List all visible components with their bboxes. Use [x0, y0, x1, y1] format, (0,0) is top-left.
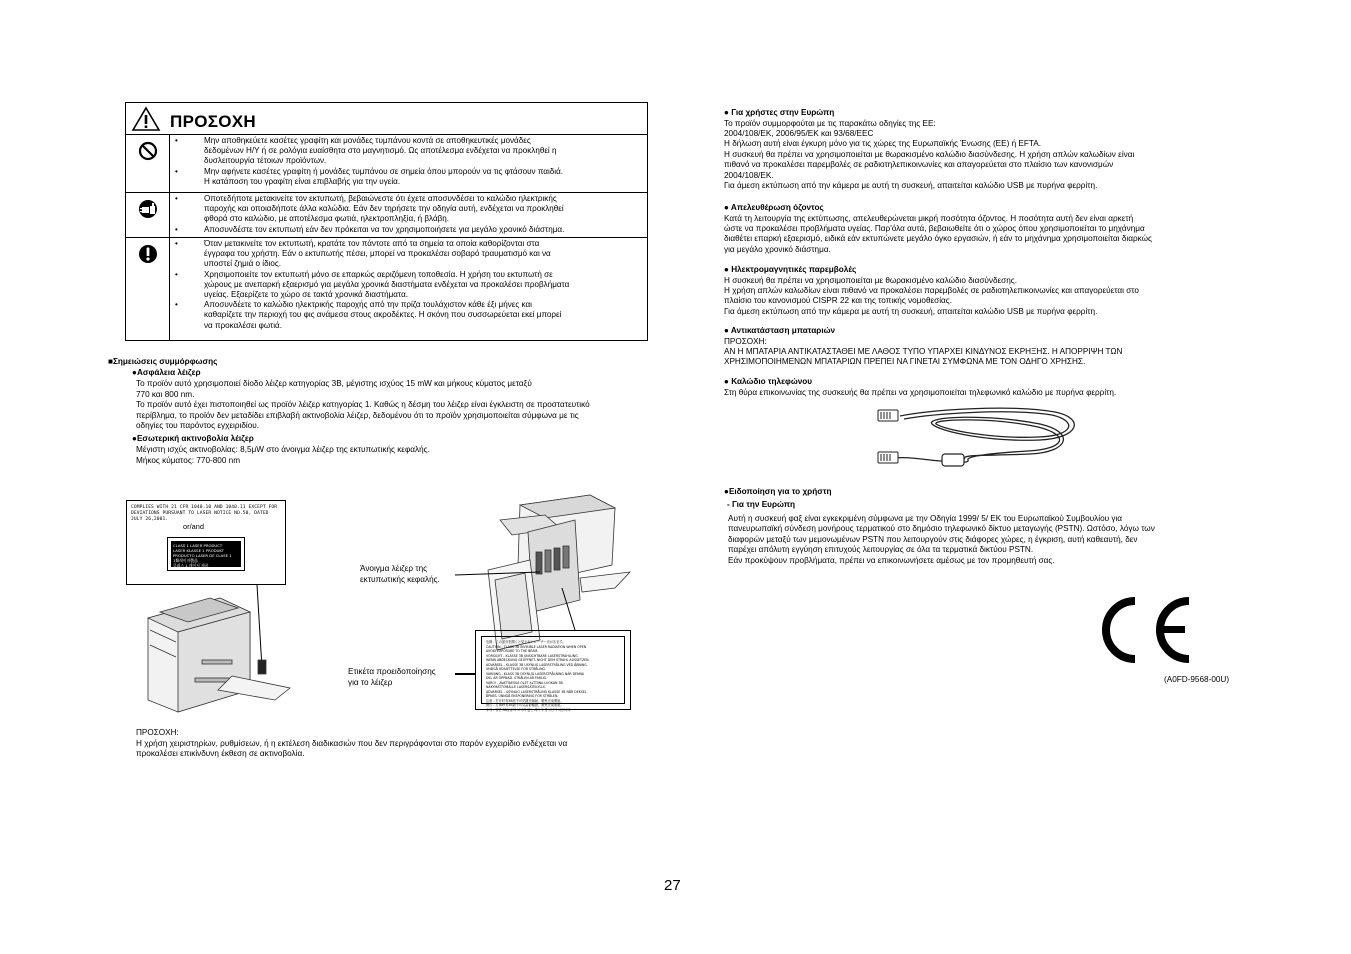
europe-title: ● Για χρήστες στην Ευρώπη	[724, 108, 835, 117]
open-printer-icon	[488, 495, 630, 650]
page-number: 27	[664, 877, 681, 894]
caution-item: • Οποτεδήποτε μετακινείτε τον εκτυπωτή, βεβαιώνεστε ότι έχετε αποσυνδέσει το καλώδιο ηλεκτρικής παροχής και οποιαδήποτε άλλα καλώδια. Εάν δεν τηρήσετε την οδηγία αυτή, ενδέχεται να προκληθεί φθορά στο καλώδιο, με αποτέλεσμα φωτιά, ηλεκτροπληξία, ή βλάβη.	[204, 194, 641, 225]
phone-cable-icon	[870, 402, 1090, 482]
right-column	[724, 108, 1244, 191]
caution-item: • Μην αποθηκεύετε κασέτες γραφίτη και μονάδες τυμπάνου κοντά σε αποθηκευτικές μονάδες δεδομένων Η/Υ ή σε ρολόγια ευαίσθητα στο μαγνητισμό. Ως αποτέλεσμα ενδέχεται να προκληθεί η δυσλειτουργία τέτοιων προϊόντων.	[204, 136, 641, 167]
compliance-heading: ■Σημειώσεις συμμόρφωσης	[108, 357, 218, 366]
laser-safety-title: ●Ασφάλεια λέιζερ	[132, 368, 201, 377]
label-or-and: or/and	[183, 522, 204, 531]
emi-title: ● Ηλεκτρομαγνητικές παρεμβολές	[724, 265, 857, 274]
europe-text: Το προϊόν συμμορφούται με τις παρακάτω οδηγίες της ΕΕ: 2004/108/ΕΚ, 2006/95/ΕΚ και 93/68/EEC Η δήλωση αυτή είναι έγκυρη μόνο για τις χώρες της Ευρωπαϊκής Ένωσης (ΕΕ) ή EFTA. Η συσκευή θα πρέπει να χρησιμοποιείται με θωρακισμένο καλώδιο διασύνδεσης. Η χρήση απλών καλωδίων είναι πιθανό να προκαλέσει παρεμβολές σε ραδιοτηλεπικοινωνίες και απαγορεύεται στο πλαίσιο των κανονισμών 2004/108/ΕΚ. Για άμεση εκτύπωση από την κάμερα με αυτή τη συσκευή, απαιτείται καλώδιο USB με πυρήνα φερρίτη.	[724, 118, 1135, 191]
caution-item: • Όταν μετακινείτε τον εκτυπωτή, κρατάτε τον πάντοτε από τα σημεία τα οποία καθορίζονται στα έγγραφα του χρήστη. Εάν ο εκτυπωτής πέσει, μπορεί να προκαλέσει σοβαρό τραυματισμό και να υποστεί ζημιά ο ίδιος.	[204, 239, 641, 270]
caution-item: • Μην αφήνετε κασέτες γραφίτη ή μονάδες τυμπάνου σε σημεία όπου μπορούν να τις φτάσουν παιδιά. Η κατάποση του γραφίτη είναι επιβλαβής για την υγεία.	[204, 167, 641, 187]
laser-warning-label: 危険 - この部分を開くと見えないレーザー光が出ます。 CAUTION - CLASS 3B INVISIBLE LASER RADIATION WHEN OPEN AVOID EXPOSURE TO THE BEAM. VORSICHT - KLASSE 3B UNSICHTBARE LASERSTRAHLUNG WENN ABDECKUNG GEÖFFNET. NICHT DEM STRAHL AUSSETZEN. ADVARSEL - KLASSE 3B USYNLIG LASERSTRÅLING VED ÅBNING. UNDGÅ UDSÆTTELSE FOR STRÅLING. VARNING - KLASS 3B OSYNLIG LASERSTRÅLNING NÄR DENNA DEL ÄR ÖPPNAD. STRÅLEN ÄR FARLIG. VARO! - AVATTAESSA OLET ALTTIINA LUOKAN 3B NÄKYMÄTTÖMÄLLE LASERSÄTEILYLLE. ADVARSEL - USYNLIG LASERSTRÅLING KLASSE 3B NÅR DEKSEL ÅPNES. UNNGÅ EKSPONERING FOR STRÅLEN. 注意 - 打开时有3B类不可见激光辐射，避免光束照射。 警告 - 打開時有3B類不可見雷射輻射，避免光束照射。 주의 - 열면 3B등급의 보이지 않는 레이저 방사선이 나옵니다.	[475, 630, 631, 710]
caution-item: • Αποσυνδέστε τον εκτυπωτή εάν δεν πρόκειται να τον χρησιμοποιήσετε για μεγάλο χρονικό διάστημα.	[204, 225, 641, 235]
notice-subtitle: - Για την Ευρώπη	[727, 500, 795, 509]
document-code: (A0FD-9568-00U)	[1164, 675, 1230, 684]
internal-radiation-title: ●Εσωτερική ακτινοβολία λέιζερ	[132, 434, 254, 443]
ozone-text: Κατά τη λειτουργία της εκτύπωσης, απελευθερώνεται μικρή ποσότητα όζοντος. Η ποσότητα αυτή δεν είναι αρκετή ώστε να προκαλέσει προβλήματα υγείας. Παρ'όλα αυτά, βεβαιωθείτε ότι ο χώρος όπου χρησιμοποιείται το μηχάνημα διαθέτει επαρκή εξαερισμό, ειδικά εάν εκτυπώνετε μεγάλο όγκο εργασιών, ή εάν το μηχάνημα χρησιμοποιείται διαρκώς για μεγάλο χρονικό διάστημα.	[724, 213, 1152, 254]
laser-opening-callout: Άνοιγμα λέιζερ της εκτυπωτικής κεφαλής.	[360, 564, 440, 584]
caution-item: • Χρησιμοποιείτε τον εκτυπωτή μόνο σε επαρκώς αεριζόμενη τοποθεσία. Η χρήση του εκτυπωτή σε χώρους με ανεπαρκή εξαερισμό για μεγάλα χρονικά διαστήματα ενδέχεται να προκαλέσει προβλήματα υγείας. Εξαερίζετε το χώρο σε τακτά χρονικά διαστήματα.	[204, 270, 641, 301]
caution-item: • Αποσυνδέετε το καλώδιο ηλεκτρικής παροχής από την πρίζα τουλάχιστον κάθε έξι μήνες και καθαρίζετε την περιοχή του φις ανάμεσα στους ακροδέκτες. Η σκόνη που συσσωρεύεται εκεί μπορεί να προκαλέσει φωτιά.	[204, 300, 641, 331]
phone-text: Στη θύρα επικοινωνίας της συσκευής θα πρέπει να χρησιμοποιείται τηλεφωνικό καλώδιο με πυρήνα φερρίτη.	[724, 387, 1117, 397]
class1-label: CLASS 1 LASER PRODUCT LASER KLASSE 1 PRODUKT PRODUCTO LASER DE CLASE 1 1類레이저製品 클래스 1 레이저 제품	[167, 537, 245, 571]
notice-title: ●Ειδοποίηση για το χρήστη	[724, 487, 832, 496]
notice-text: Αυτή η συσκευή φαξ είναι εγκεκριμένη σύμφωνα με την Οδηγία 1999/ 5/ ΕΚ του Ευρωπαϊκού Συμβουλίου για πανευρωπαϊκή σύνδεση μονήρους τερματικού στο δημόσιο τηλεφωνικό δίκτυο μεταγωγής (PSTN). Ωστόσο, λόγω των διαφορών μεταξύ των μεμονωμένων PSTN που λειτουργούν στις διάφορες χώρες, η έγκριση, αυτή καθεαυτή, δεν παρέχει απόλυτη εγγύηση επιτυχούς λειτουργίας σε όλα τα τερματικά δικτύου PSTN. Εάν προκύψουν προβλήματα, πρέπει να επικοινωνήσετε αμέσως με τον προμηθευτή σας.	[728, 514, 1155, 565]
footer-caution: ΠΡΟΣΟΧΗ: Η χρήση χειριστηρίων, ρυθμίσεων, ή η εκτέλεση διαδικασιών που δεν περιγράφονται στο παρόν εγχειρίδιο ενδέχεται να προκαλέσει επικίνδυνη έκθεση σε ακτινοβολία.	[136, 728, 568, 759]
battery-title: ● Αντικατάσταση μπαταριών	[724, 326, 836, 335]
ozone-title: ● Απελευθέρωση όζοντος	[724, 203, 824, 212]
caution-title: ΠΡΟΣΟΧΗ	[170, 112, 256, 131]
warning-label-callout: Ετικέτα προειδοποίησης για το λέιζερ	[348, 667, 436, 687]
emi-text: Η συσκευή θα πρέπει να χρησιμοποιείται με θωρακισμένο καλώδιο διασύνδεσης. Η χρήση απλών καλωδίων είναι πιθανό να προκαλέσει παρεμβολές σε ραδιοτηλεπικοινωνίες και απαγορεύεται στο πλαίσιο του κανονισμού CISPR 22 και της τοπικής νομοθεσίας. Για άμεση εκτύπωση από την κάμερα με αυτή τη συσκευή, απαιτείται καλώδιο USB με πυρήνα φερρίτη.	[724, 275, 1139, 316]
phone-title: ● Καλώδιο τηλεφώνου	[724, 377, 813, 386]
laser-product-label: COMPLIES WITH 21 CFR 1040.10 AND 1040.11 EXCEPT FOR DEVIATIONS PURSUANT TO LASER NOTICE NO.50, DATED JULY 26,2001. or/and CLASS 1 LASER PRODUCT LASER KLASSE 1 PRODUKT PRODUCTO LASER DE CLASE 1 1類레이저製品 클래스 1 레이저 제품	[126, 500, 286, 585]
laser-safety-text: Το προϊόν αυτό χρησιμοποιεί δίοδο λέιζερ κατηγορίας 3B, μέγιστης ισχύος 15 mW και μήκους κύματος μεταξύ 770 και 800 nm. Το προϊόν αυτό έχει πιστοποιηθεί ως προϊόν λέιζερ κατηγορίας 1. Καθώς η δέσμη του λέιζερ είναι έγκλειστη σε προστατευτικό περίβλημα, το προϊόν δεν μεταδίδει επιβλαβή ακτινοβολία λέιζερ, δεδομένου ότι το προϊόν χρησιμοποιείται σύμφωνα με τις οδηγίες του παρόντος εγχειριδίου.	[136, 379, 590, 431]
ce-mark-icon	[1093, 595, 1193, 665]
internal-radiation-text: Μέγιστη ισχύς ακτινοβολίας: 8,5μW στο άνοιγμα λέιζερ της εκτυπωτικής κεφαλής. Μήκος κύματος: 770-800 nm	[136, 445, 430, 465]
printer-icon	[148, 598, 290, 712]
battery-text: ΠΡΟΣΟΧΗ: ΑΝ Η ΜΠΑΤΑΡΙΑ ΑΝΤΙΚΑΤΑΣΤΑΘΕΙ ΜΕ ΛΑΘΟΣ ΤΥΠΟ ΥΠΑΡΧΕΙ ΚΙΝΔΥΝΟΣ ΕΚΡΗΞΗΣ. Η ΑΠΟΡΡΙΨΗ ΤΩΝ ΧΡΗΣΙΜΟΠΟΙΗΜΕΝΩΝ ΜΠΑΤΑΡΙΩΝ ΠΡΕΠΕΙ ΝΑ ΓΙΝΕΤΑΙ ΣΥΜΦΩΝΑ ΜΕ ΤΟΝ ΟΔΗΓΟ ΧΡΗΣΗΣ.	[724, 336, 1123, 367]
